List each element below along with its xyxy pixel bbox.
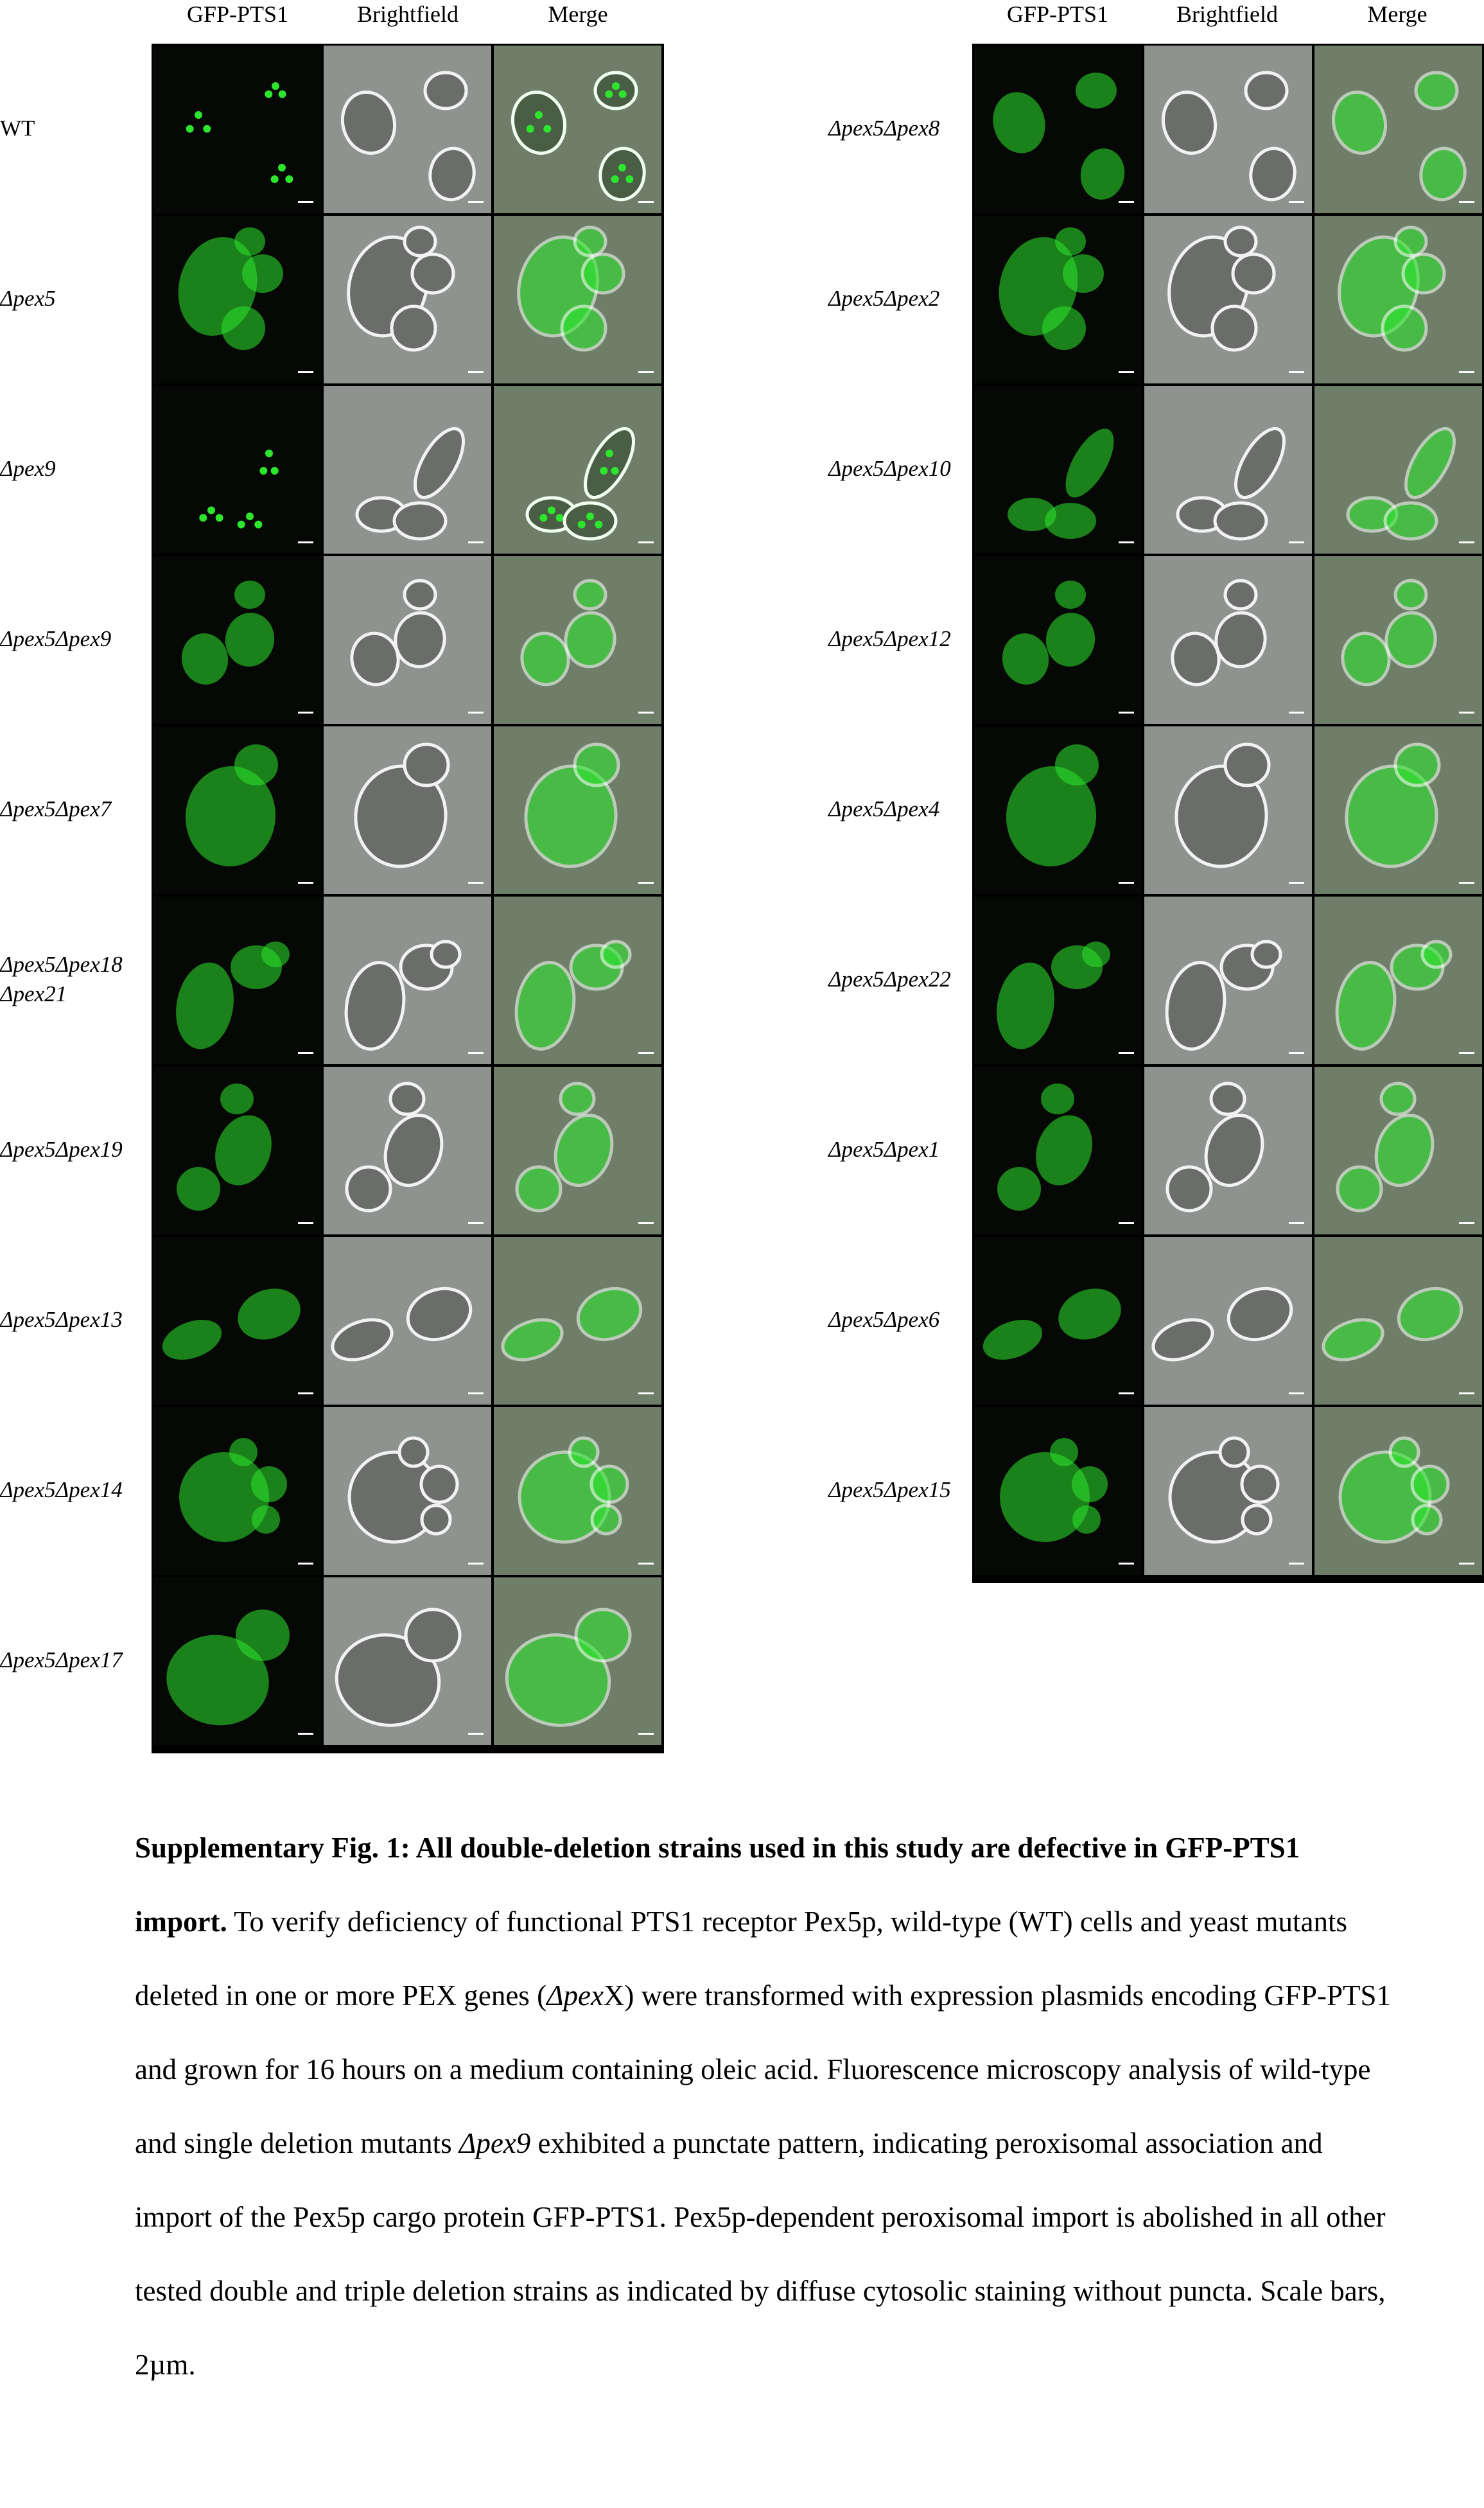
scale-bar [468,371,484,373]
scale-bar [298,1052,313,1054]
brightfield-image [324,386,491,554]
strain-row [153,1237,662,1406]
yeast-cell [261,942,290,967]
yeast-cell [1063,254,1104,293]
gfp-pts1-image [974,1067,1142,1234]
yeast-cell [406,1609,460,1661]
strain-row [974,1237,1483,1406]
brightfield-image [324,1577,491,1745]
merge-image [1314,1407,1482,1575]
peroxisome-punctum [595,521,602,529]
yeast-cell [1076,73,1117,109]
yeast-cell [1413,1505,1441,1534]
merge-image [1314,556,1482,724]
gfp-pts1-image [974,897,1142,1064]
brightfield-image [324,726,491,894]
peroxisome-punctum [618,164,626,171]
strain-row [153,726,662,895]
yeast-cell [1233,254,1274,293]
scale-bar [1119,1392,1134,1394]
peroxisome-punctum [586,513,594,520]
yeast-cell [234,581,265,609]
scale-bar [1459,882,1474,884]
peroxisome-punctum [535,111,543,119]
yeast-cell [236,1609,290,1661]
scale-bar [1119,712,1134,714]
peroxisome-punctum [246,513,254,520]
scale-bar [1459,371,1474,373]
yeast-cell [1412,1466,1448,1502]
yeast-cell [1211,1083,1244,1114]
scale-bar [638,1392,654,1394]
strain-label: WT [0,116,35,141]
yeast-cell [575,227,606,256]
yeast-cell [1212,306,1256,350]
peroxisome-punctum [556,514,564,522]
scale-bar [1119,882,1134,884]
left-micrograph-grid [152,44,664,1753]
brightfield-image [1144,1407,1312,1575]
scale-bar [1119,201,1134,203]
yeast-cell [1383,306,1426,350]
gfp-pts1-image [153,216,321,383]
strain-label: Δpex5Δpex18 Δpex21 [0,952,123,1006]
peroxisome-punctum [527,125,534,133]
scale-bar [298,1392,313,1394]
gfp-background [153,46,321,213]
yeast-cell [1390,1438,1419,1466]
strain-row [153,1577,662,1746]
brightfield-image [324,897,491,1064]
scale-bar [1289,1222,1304,1224]
scale-bar [298,1563,313,1565]
gfp-pts1-image [974,726,1142,894]
merge-image [1314,726,1482,894]
gfp-pts1-image [153,1067,321,1234]
gfp-pts1-image [974,1237,1142,1405]
strain-row [153,556,662,725]
peroxisome-punctum [254,521,262,529]
gfp-pts1-image [974,556,1142,724]
yeast-cell [1385,503,1436,539]
scale-bar [298,201,313,203]
right-header-brightfield: Brightfield [1176,1,1278,27]
scale-bar [638,882,654,884]
merge-image [1314,1237,1482,1405]
caption-delta-pex: Δpex [546,1979,604,2012]
merge-image [494,1407,661,1575]
brightfield-image [324,1237,491,1405]
yeast-cell [234,744,278,785]
scale-bar [298,541,313,543]
scale-bar [1119,371,1134,373]
peroxisome-punctum [279,91,286,98]
left-header-merge: Merge [548,1,608,27]
strain-label: Δpex5Δpex6 [828,1307,940,1332]
yeast-cell [564,503,616,539]
scale-bar [1289,541,1304,543]
yeast-cell [252,1505,280,1534]
peroxisome-punctum [543,125,551,133]
scale-bar [468,712,484,714]
scale-bar [1289,882,1304,884]
gfp-pts1-image [153,386,321,554]
yeast-cell [347,1167,390,1211]
yeast-cell [1220,1438,1248,1466]
strain-label: Δpex5Δpex9 [0,626,112,651]
yeast-cell [1403,254,1444,293]
scale-bar [468,1222,484,1224]
strain-row [974,386,1483,555]
yeast-cell [432,942,460,967]
brightfield-image [1144,386,1312,554]
merge-image [1314,386,1482,554]
yeast-cell [1082,942,1110,967]
yeast-cell [1381,1083,1415,1114]
brightfield-image [1144,726,1312,894]
scale-bar [1289,371,1304,373]
right-micrograph-grid [972,44,1484,1583]
brightfield-image [324,556,491,724]
strain-label: Δpex5 [0,286,56,311]
merge-image [494,1577,661,1745]
scale-bar [468,1563,484,1565]
scale-bar [1459,712,1474,714]
brightfield-image [324,216,491,383]
strain-row [153,1407,662,1576]
yeast-cell [242,254,283,293]
peroxisome-punctum [278,164,286,171]
scale-bar [298,882,313,884]
peroxisome-punctum [578,521,586,529]
merge-image [494,46,661,213]
peroxisome-punctum [186,125,194,133]
scale-bar [1119,1222,1134,1224]
peroxisome-punctum [195,111,202,119]
yeast-cell [251,1466,287,1502]
peroxisome-punctum [611,467,619,475]
peroxisome-punctum [259,467,267,475]
strain-row [153,897,662,1065]
gfp-pts1-image [153,726,321,894]
yeast-cell [1225,227,1256,256]
peroxisome-punctum [611,175,619,183]
gfp-pts1-image [974,216,1142,383]
yeast-cell [412,254,453,293]
yeast-cell [1215,503,1266,539]
scale-bar [1289,712,1304,714]
merge-image [494,1067,661,1234]
merge-image [494,897,661,1064]
scale-bar [638,1052,654,1054]
scale-bar [638,1733,654,1735]
scale-bar [1119,1052,1134,1054]
yeast-cell [421,1466,457,1502]
yeast-cell [392,306,435,350]
yeast-cell [1072,1466,1108,1502]
peroxisome-punctum [207,507,215,514]
gfp-pts1-image [153,1577,321,1745]
caption-text-3: exhibited a punctate pattern, indicating peroxisomal association and import of the Pex5p cargo protein GFP-PTS1. Pex5p-dependent peroxisomal import is abolished in all other tested double and triple deletion strains as indicated by diffuse cytosolic staining without puncta. Scale bars, 2µm. [135,2127,1386,2381]
scale-bar [298,712,313,714]
strain-row [153,46,662,215]
yeast-cell [1338,1167,1381,1211]
merge-image [1314,897,1482,1064]
brightfield-image [1144,46,1312,213]
gfp-pts1-image [974,1407,1142,1575]
yeast-cell [399,1438,428,1466]
scale-bar [468,1392,484,1394]
scale-bar [638,201,654,203]
yeast-cell [576,1609,630,1661]
yeast-cell [405,581,435,609]
strain-row [974,216,1483,385]
strain-label: Δpex5Δpex14 [0,1477,123,1502]
right-header-gfp: GFP-PTS1 [1006,1,1109,27]
left-header-brightfield: Brightfield [357,1,458,27]
yeast-cell [394,503,446,539]
left-header-gfp: GFP-PTS1 [186,1,289,27]
peroxisome-punctum [199,514,207,522]
yeast-cell [222,306,265,350]
yeast-cell [1242,1466,1278,1502]
strain-row [974,1067,1483,1236]
scale-bar [638,541,654,543]
yeast-cell [422,1505,450,1534]
peroxisome-punctum [203,125,211,133]
strain-label: Δpex5Δpex13 [0,1307,123,1332]
yeast-cell [575,744,618,785]
yeast-cell [1072,1505,1101,1534]
caption-title: Supplementary Fig. 1: All double-deletion strains used in this study are defective in GFP-PTS1 import. [135,1832,1300,1938]
caption-text-1: To verify deficiency of functional PTS1 receptor Pex5p, wild-type (WT) cells and yeast mutants deleted in one or more PEX genes ( [135,1906,1347,2012]
yeast-cell [234,227,265,256]
caption-delta-pex-x: X [603,1979,625,2012]
figure-caption [135,1811,1393,2402]
brightfield-image [324,1407,491,1575]
yeast-cell [1246,73,1287,109]
strain-label: Δpex9 [0,456,56,481]
strain-row [974,46,1483,215]
strain-label: Δpex5Δpex17 [0,1647,123,1672]
peroxisome-punctum [606,450,613,457]
brightfield-image [1144,216,1312,383]
gfp-pts1-image [974,386,1142,554]
brightfield-image [324,46,491,213]
gfp-background [153,386,321,554]
scale-bar [298,371,313,373]
scale-bar [1289,1563,1304,1565]
strain-row [153,386,662,555]
peroxisome-punctum [619,91,627,98]
yeast-cell [595,73,636,109]
yeast-cell [1416,73,1457,109]
strain-label: Δpex5Δpex15 [828,1477,951,1502]
strain-label: Δpex5Δpex10 [828,456,951,481]
yeast-cell [1422,942,1451,967]
strain-label: Δpex5Δpex2 [828,286,940,311]
scale-bar [298,1733,313,1735]
strain-label: Δpex5Δpex22 [828,967,951,992]
yeast-cell [582,254,624,293]
yeast-cell [1252,942,1280,967]
peroxisome-punctum [271,175,279,183]
peroxisome-punctum [272,82,279,90]
brightfield-image [1144,897,1312,1064]
yeast-cell [1055,581,1086,609]
strain-label: Δpex5Δpex8 [828,116,940,141]
yeast-cell [177,1167,220,1211]
strain-label: Δpex5Δpex4 [828,796,940,821]
yeast-cell [405,744,448,785]
yeast-cell [1055,744,1099,785]
merge-image [494,386,661,554]
strain-row [974,897,1483,1065]
merge-image [494,556,661,724]
brightfield-image [1144,556,1312,724]
strain-row [974,726,1483,895]
scale-bar [638,1222,654,1224]
brightfield-image [1144,1237,1312,1405]
yeast-cell [1395,227,1426,256]
strain-label: Δpex5Δpex1 [828,1137,940,1162]
yeast-cell [1055,227,1086,256]
yeast-cell [561,1083,594,1114]
scale-bar [1289,201,1304,203]
scale-bar [468,541,484,543]
merge-image [1314,1067,1482,1234]
peroxisome-punctum [605,91,613,98]
peroxisome-punctum [600,467,607,475]
merge-image [1314,216,1482,383]
yeast-cell [1167,1167,1211,1211]
yeast-cell [1050,1438,1078,1466]
brightfield-image [324,1067,491,1234]
strain-row [974,1407,1483,1576]
scale-bar [1289,1052,1304,1054]
scale-bar [468,1733,484,1735]
yeast-cell [1225,744,1269,785]
scale-bar [468,201,484,203]
scale-bar [1459,1563,1474,1565]
gfp-pts1-image [153,556,321,724]
peroxisome-punctum [548,507,555,514]
caption-text-2: ) were transformed with expression plasmids encoding GFP-PTS1 and grown for 16 hours on a medium containing oleic acid. Fluorescence microscopy analysis of wild-type and single deletion mutants [135,1979,1391,2159]
yeast-cell [570,1438,598,1466]
merge-image [1314,46,1482,213]
scale-bar [638,1563,654,1565]
yeast-cell [390,1083,424,1114]
peroxisome-punctum [271,467,279,475]
scale-bar [1119,541,1134,543]
gfp-pts1-image [153,897,321,1064]
scale-bar [1459,1392,1474,1394]
caption-pex9-mutant: Δpex9 [458,2127,531,2159]
scale-bar [1459,201,1474,203]
scale-bar [1459,1222,1474,1224]
yeast-cell [1395,744,1439,785]
peroxisome-punctum [238,521,245,529]
strain-row [153,216,662,385]
merge-image [494,726,661,894]
yeast-cell [1045,503,1096,539]
gfp-pts1-image [153,1407,321,1575]
merge-image [494,1237,661,1405]
scale-bar [468,1052,484,1054]
gfp-pts1-image [153,46,321,213]
yeast-cell [220,1083,254,1114]
peroxisome-punctum [265,450,273,457]
scale-bar [1459,1052,1474,1054]
scale-bar [298,1222,313,1224]
yeast-cell [1042,306,1086,350]
peroxisome-punctum [612,82,620,90]
scale-bar [638,371,654,373]
peroxisome-punctum [539,514,547,522]
right-header-merge: Merge [1367,1,1427,27]
yeast-cell [997,1167,1041,1211]
scale-bar [638,712,654,714]
scale-bar [1119,1563,1134,1565]
merge-image [494,216,661,383]
peroxisome-punctum [216,514,223,522]
strain-label: Δpex5Δpex19 [0,1137,123,1162]
scale-bar [1289,1392,1304,1394]
yeast-cell [1225,581,1256,609]
strain-label: Δpex5Δpex7 [0,796,112,821]
yeast-cell [592,1505,620,1534]
gfp-pts1-image [974,46,1142,213]
yeast-cell [562,306,606,350]
yeast-cell [405,227,435,256]
yeast-cell [1395,581,1426,609]
yeast-cell [425,73,466,109]
strain-label: Δpex5Δpex12 [828,626,951,651]
yeast-cell [229,1438,258,1466]
peroxisome-punctum [265,91,272,98]
yeast-cell [517,1167,561,1211]
strain-row [974,556,1483,725]
gfp-pts1-image [153,1237,321,1405]
yeast-cell [602,942,630,967]
peroxisome-punctum [285,175,293,183]
brightfield-image [1144,1067,1312,1234]
yeast-cell [591,1466,627,1502]
scale-bar [468,882,484,884]
strain-row [153,1067,662,1236]
yeast-cell [1041,1083,1074,1114]
peroxisome-punctum [625,175,633,183]
scale-bar [1459,541,1474,543]
yeast-cell [1243,1505,1271,1534]
yeast-cell [575,581,606,609]
